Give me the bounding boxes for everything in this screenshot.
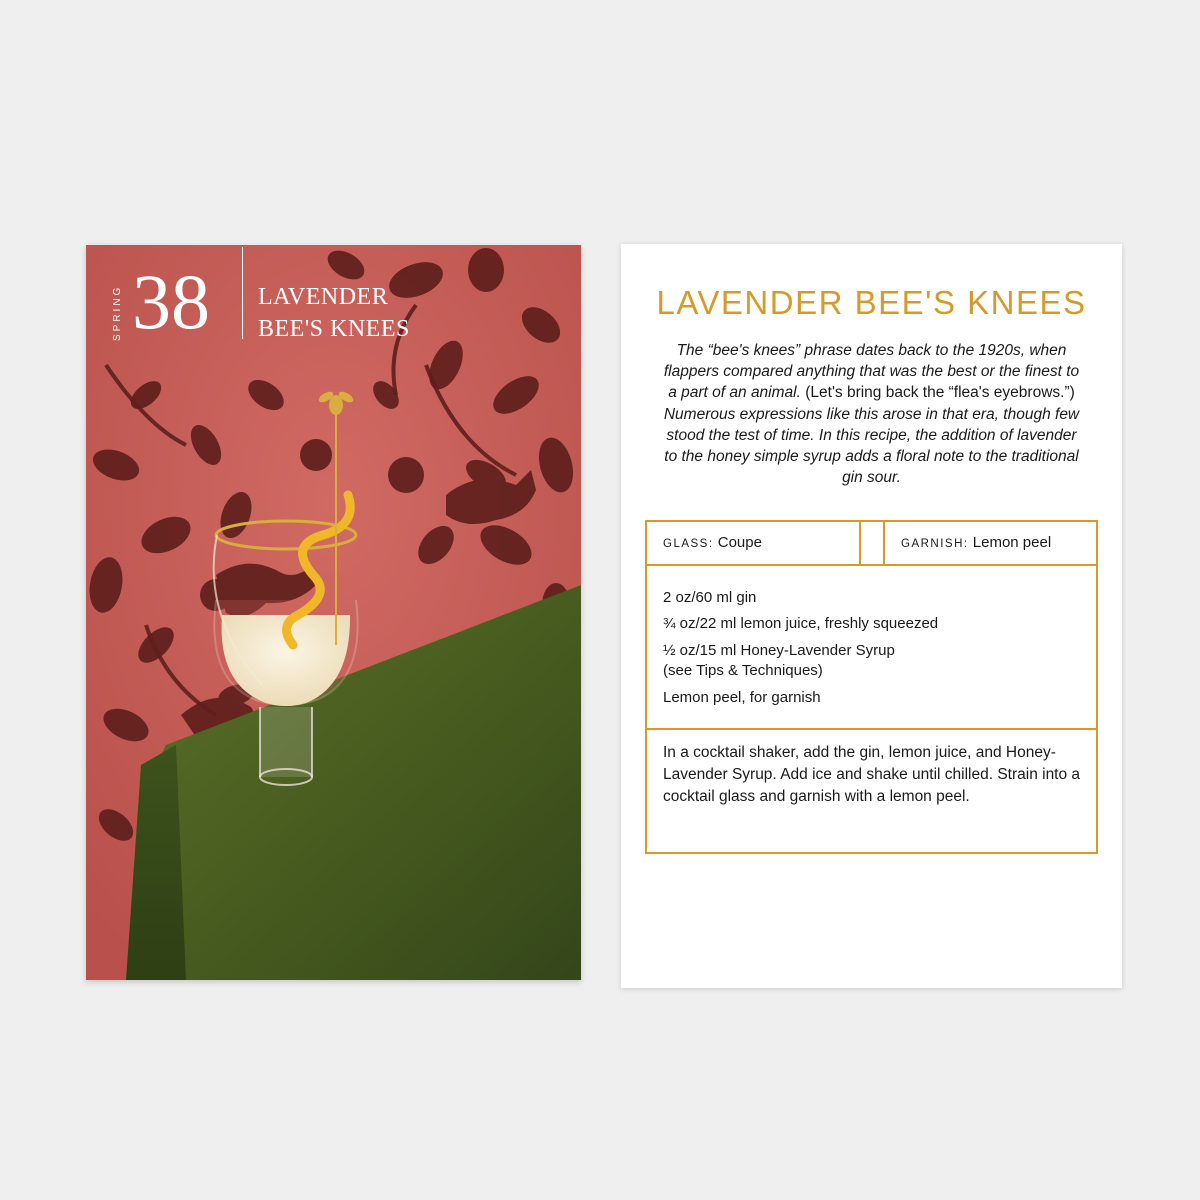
photo-title-line-2: BEE'S KNEES: [258, 316, 410, 342]
ingredient-item: ½ oz/15 ml Honey-Lavender Syrup: [663, 642, 895, 659]
card-header: [86, 245, 581, 355]
garnish-value: Lemon peel: [972, 534, 1052, 551]
glass-label: GLASS:: [663, 538, 714, 550]
ingredient-item: ¾ oz/22 ml lemon juice, freshly squeezed: [663, 615, 939, 632]
intro-italic-2: Numerous expressions like this arose in that era, though few stood the test of time. In this recipe, the addition of lavender to the honey simple syrup adds a floral note to the traditional gin sour.: [663, 405, 1080, 487]
intro-plain: (Let's bring back the “flea's eyebrows.”): [805, 384, 1075, 402]
photo-card-title: [258, 281, 410, 345]
garnish-label: GARNISH:: [901, 538, 969, 550]
intro-italic-1: The “bee's knees” phrase dates back to the 1920s, when flappers compared anything that was the best or the finest to a part of an animal.: [663, 342, 1080, 402]
recipe-info-box: [645, 520, 1098, 854]
glass-garnish-row: [647, 522, 1096, 566]
season-label: SPRING: [112, 284, 123, 341]
recipe-title: LAVENDER BEE'S KNEES: [656, 284, 1087, 321]
ingredients-list: [647, 566, 1096, 730]
recipe-intro: [663, 340, 1080, 488]
cocktail-photo: [86, 245, 581, 980]
glass-value: Coupe: [717, 534, 762, 551]
method-text: In a cocktail shaker, add the gin, lemon juice, and Honey-Lavender Syrup. Add ice and shake until chilled. Strain into a cocktail glass and garnish with a lemon peel.: [663, 744, 1081, 805]
header-divider: [242, 247, 243, 339]
garnish-cell: [883, 522, 1096, 564]
photo-card: [86, 245, 581, 980]
glass-cell: [647, 522, 861, 564]
recipe-card: [621, 244, 1122, 988]
recipe-number: 38: [132, 258, 210, 345]
ingredient-item: 2 oz/60 ml gin: [663, 589, 757, 606]
ingredient-item: Lemon peel, for garnish: [663, 689, 821, 706]
photo-title-line-1: LAVENDER: [258, 284, 389, 310]
ingredient-note: (see Tips & Techniques): [663, 662, 823, 679]
